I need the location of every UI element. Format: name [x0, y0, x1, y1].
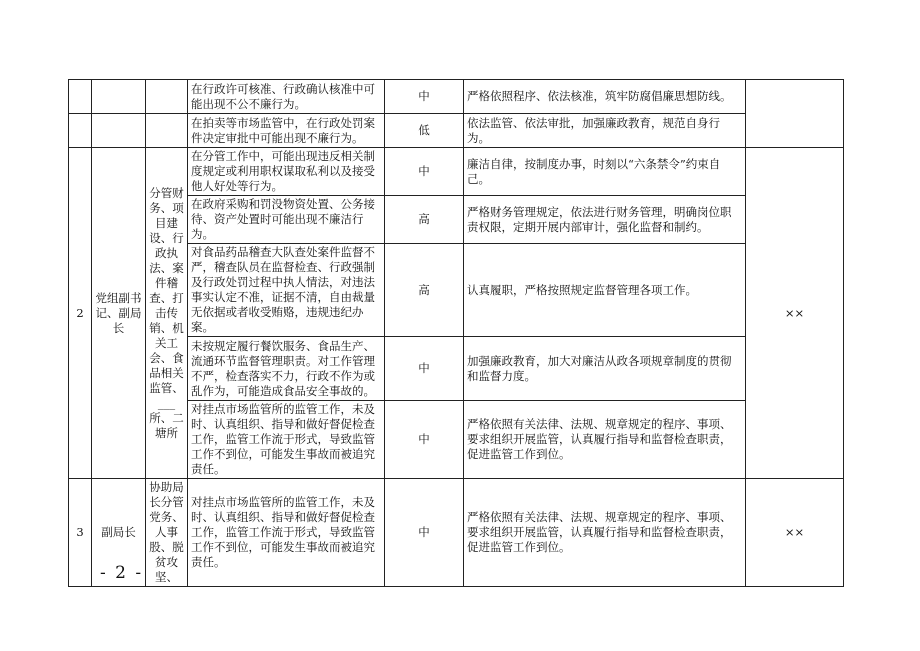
position-cell: 副局长 — [92, 479, 146, 587]
measure-cell: 依法监管、依法审批，加强廉政教育，规范自身行为。 — [464, 114, 746, 148]
scope-cell — [146, 80, 188, 114]
risk-level-cell: 中 — [385, 401, 464, 479]
risk-level-cell: 中 — [385, 80, 464, 114]
serial-cell — [69, 114, 92, 148]
responsible-cell: ×× — [746, 479, 844, 587]
position-cell — [92, 114, 146, 148]
measure-cell: 严格依照有关法律、法规、规章规定的程序、事项、要求组织开展监管，认真履行指导和监督检查职责，促进监管工作到位。 — [464, 479, 746, 587]
measure-cell: 认真履职，严格按照规定监督管理各项工作。 — [464, 244, 746, 337]
table-row — [69, 80, 844, 114]
risk-cell: 对挂点市场监管所的监管工作，未及时、认真组织、指导和做好督促检查工作，监管工作流于形式，导致监管工作不到位，可能发生事故而被追究责任。 — [188, 479, 385, 587]
position-cell — [92, 80, 146, 114]
table-row — [69, 479, 844, 587]
table-row — [69, 148, 844, 196]
measure-cell: 严格依照程序、依法核准，筑牢防腐倡廉思想防线。 — [464, 80, 746, 114]
risk-cell: 在分管工作中，可能出现违反相关制度规定或利用职权谋取私利以及接受他人好处等行为。 — [188, 148, 385, 196]
scope-cell — [146, 114, 188, 148]
risk-cell: 在行政许可核准、行政确认核准中可能出现不公不廉行为。 — [188, 80, 385, 114]
position-cell: 党组副书记、副局长 — [92, 148, 146, 479]
risk-level-cell: 高 — [385, 196, 464, 244]
table-row — [69, 114, 844, 148]
measure-cell: 加强廉政教育，加大对廉洁从政各项规章制度的贯彻和监督力度。 — [464, 337, 746, 401]
risk-cell: 对挂点市场监管所的监管工作，未及时、认真组织、指导和做好督促检查工作，监管工作流于形式，导致监管工作不到位，可能发生事故而被追究责任。 — [188, 401, 385, 479]
risk-level-cell: 中 — [385, 479, 464, 587]
responsible-cell: ×× — [746, 148, 844, 479]
risk-cell: 未按规定履行餐饮服务、食品生产、流通环节监督管理职责。对工作管理不严，检查落实不力，行政不作为或乱作为，可能造成食品安全事故的。 — [188, 337, 385, 401]
measure-cell: 廉洁自律，按制度办事，时刻以“六条禁令”约束自己。 — [464, 148, 746, 196]
risk-level-cell: 低 — [385, 114, 464, 148]
risk-level-cell: 中 — [385, 337, 464, 401]
risk-level-cell: 中 — [385, 148, 464, 196]
page-number: - 2 - — [100, 563, 144, 583]
responsible-cell — [746, 80, 844, 148]
risk-cell: 对食品药品稽查大队查处案件监督不严，稽查队员在监督检查、行政强制及行政处罚过程中执人情法，对违法事实认定不准，证据不清，自由裁量无依据或者收受贿赂，违规违纪办案。 — [188, 244, 385, 337]
measure-cell: 严格财务管理规定，依法进行财务管理，明确岗位职责权限，定期开展内部审计，强化监督和制约。 — [464, 196, 746, 244]
risk-level-cell: 高 — [385, 244, 464, 337]
scope-cell: 协助局长分管党务、人事股、脱贫攻坚、 — [146, 479, 188, 587]
serial-cell: 3 — [69, 479, 92, 587]
serial-cell: 2 — [69, 148, 92, 479]
scope-cell: 分管财务、项目建设、行政执法、案件稽查、打击传销、机关工会、食品相关监管、___所、二塘所 — [146, 148, 188, 479]
measure-cell: 严格依照有关法律、法规、规章规定的程序、事项、要求组织开展监管，认真履行指导和监督检查职责，促进监管工作到位。 — [464, 401, 746, 479]
risk-table — [68, 79, 844, 587]
risk-cell: 在拍卖等市场监管中，在行政处罚案件决定审批中可能出现不廉行为。 — [188, 114, 385, 148]
serial-cell — [69, 80, 92, 114]
risk-cell: 在政府采购和罚没物资处置、公务接待、资产处置时可能出现不廉洁行为。 — [188, 196, 385, 244]
